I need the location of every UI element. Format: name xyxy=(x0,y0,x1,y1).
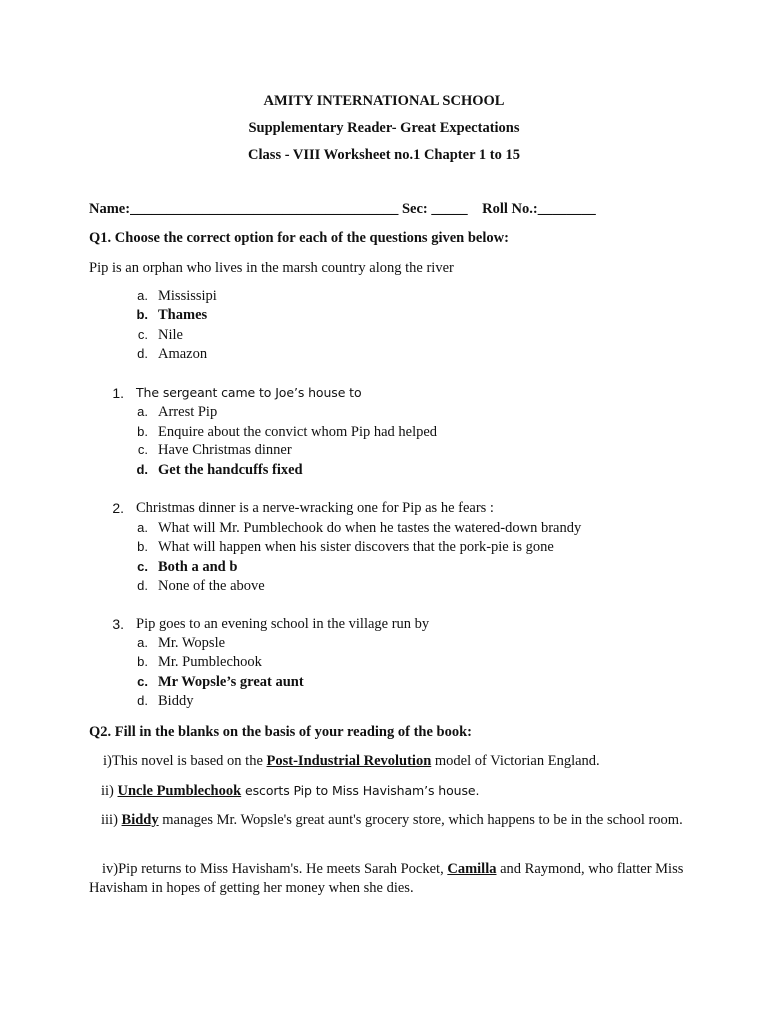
option-text: Biddy xyxy=(158,693,194,709)
reader-title: Supplementary Reader- Great Expectations xyxy=(248,120,520,136)
option-text: Get the handcuffs fixed xyxy=(158,462,303,478)
option xyxy=(0,635,768,653)
name-label: Name: xyxy=(89,201,131,217)
option-marker: d. xyxy=(137,346,148,361)
option-text: Enquire about the convict whom Pip had helped xyxy=(158,424,438,440)
option-marker: c. xyxy=(137,442,148,457)
fill-blank-item xyxy=(89,811,689,830)
option xyxy=(0,442,768,460)
option xyxy=(0,578,768,596)
option-text: Have Christmas dinner xyxy=(158,442,292,458)
option xyxy=(0,559,768,577)
roll-label: Roll No.: xyxy=(482,201,538,217)
option-marker: b. xyxy=(136,307,148,322)
option-text: Mr. Pumblechook xyxy=(158,654,262,670)
option-text: What will happen when his sister discovers that the pork-pie is gone xyxy=(158,539,554,555)
option-marker: c. xyxy=(137,327,148,342)
item-text: iv)Pip returns to Miss Havisham's. He meets Sarah Pocket, xyxy=(102,861,448,877)
item-text: escorts Pip to Miss Havisham’s house. xyxy=(241,783,480,798)
item-answer: Camilla xyxy=(447,861,497,877)
item-text: and Raymond, who flatter Miss Havisham in hopes of getting her money when she dies. xyxy=(89,861,684,896)
option-text: What will Mr. Pumblechook do when he tastes the watered-down brandy xyxy=(158,520,582,536)
option-text: Nile xyxy=(158,327,183,343)
option-marker: b. xyxy=(137,424,148,439)
option-marker: d. xyxy=(137,578,148,593)
option xyxy=(0,327,768,345)
question xyxy=(0,616,768,634)
option-marker: a. xyxy=(137,288,148,303)
school-name: AMITY INTERNATIONAL SCHOOL xyxy=(263,93,505,109)
option xyxy=(0,288,768,306)
option xyxy=(0,462,768,480)
option xyxy=(0,346,768,364)
option-text: Amazon xyxy=(158,346,208,362)
item-text: model of Victorian England. xyxy=(431,753,600,769)
question-text: The sergeant came to Joe’s house to xyxy=(136,385,362,400)
question-number: 1. xyxy=(112,385,124,401)
q1-intro-question: Pip is an orphan who lives in the marsh country along the river xyxy=(89,260,454,276)
option xyxy=(0,404,768,422)
student-fields xyxy=(89,200,596,218)
worksheet-title: Class - VIII Worksheet no.1 Chapter 1 to 15 xyxy=(248,147,520,163)
option xyxy=(0,307,768,325)
option-text: None of the above xyxy=(158,578,265,594)
fill-blank-item xyxy=(101,782,479,800)
option xyxy=(0,424,768,442)
item-answer: Biddy xyxy=(121,812,159,828)
question-number: 3. xyxy=(112,616,124,632)
option xyxy=(0,674,768,692)
option-text: Thames xyxy=(158,307,208,323)
question-text: Pip goes to an evening school in the village run by xyxy=(136,616,430,632)
question xyxy=(0,500,768,518)
option-text: Mr Wopsle’s great aunt xyxy=(158,674,304,690)
option-marker: a. xyxy=(137,635,148,650)
sec-blank: _____ xyxy=(431,201,468,217)
name-blank: _____________________________________ xyxy=(130,201,399,217)
option-text: Arrest Pip xyxy=(158,404,218,420)
option xyxy=(0,520,768,538)
option-marker: a. xyxy=(137,404,148,419)
option-marker: d. xyxy=(136,462,148,477)
option xyxy=(0,693,768,711)
q2-heading: Q2. Fill in the blanks on the basis of your reading of the book: xyxy=(89,724,472,740)
item-answer: Uncle Pumblechook xyxy=(117,783,242,799)
option-marker: d. xyxy=(137,693,148,708)
item-text: manages Mr. Wopsle's great aunt's grocery store, which happens to be in the school room. xyxy=(158,812,683,828)
fill-blank-item xyxy=(103,752,600,770)
option xyxy=(0,539,768,557)
item-text: iii) xyxy=(101,812,122,828)
option-text: Mississipi xyxy=(158,288,217,304)
option xyxy=(0,654,768,672)
question xyxy=(0,385,768,403)
option-text: Both a and b xyxy=(158,559,238,575)
option-marker: a. xyxy=(137,520,148,535)
option-marker: c. xyxy=(137,559,148,574)
option-text: Mr. Wopsle xyxy=(158,635,226,651)
option-marker: b. xyxy=(137,654,148,669)
item-text: i)This novel is based on the xyxy=(103,753,267,769)
question-number: 2. xyxy=(112,500,124,516)
item-text: ii) xyxy=(101,783,118,799)
q1-heading: Q1. Choose the correct option for each of the questions given below: xyxy=(89,230,509,246)
option-marker: b. xyxy=(137,539,148,554)
question-text: Christmas dinner is a nerve-wracking one for Pip as he fears : xyxy=(136,500,494,516)
roll-blank: ________ xyxy=(537,201,596,217)
item-answer: Post-Industrial Revolution xyxy=(266,753,432,769)
fill-blank-item xyxy=(89,860,689,898)
sec-label: Sec: xyxy=(401,201,428,217)
option-marker: c. xyxy=(137,674,148,689)
